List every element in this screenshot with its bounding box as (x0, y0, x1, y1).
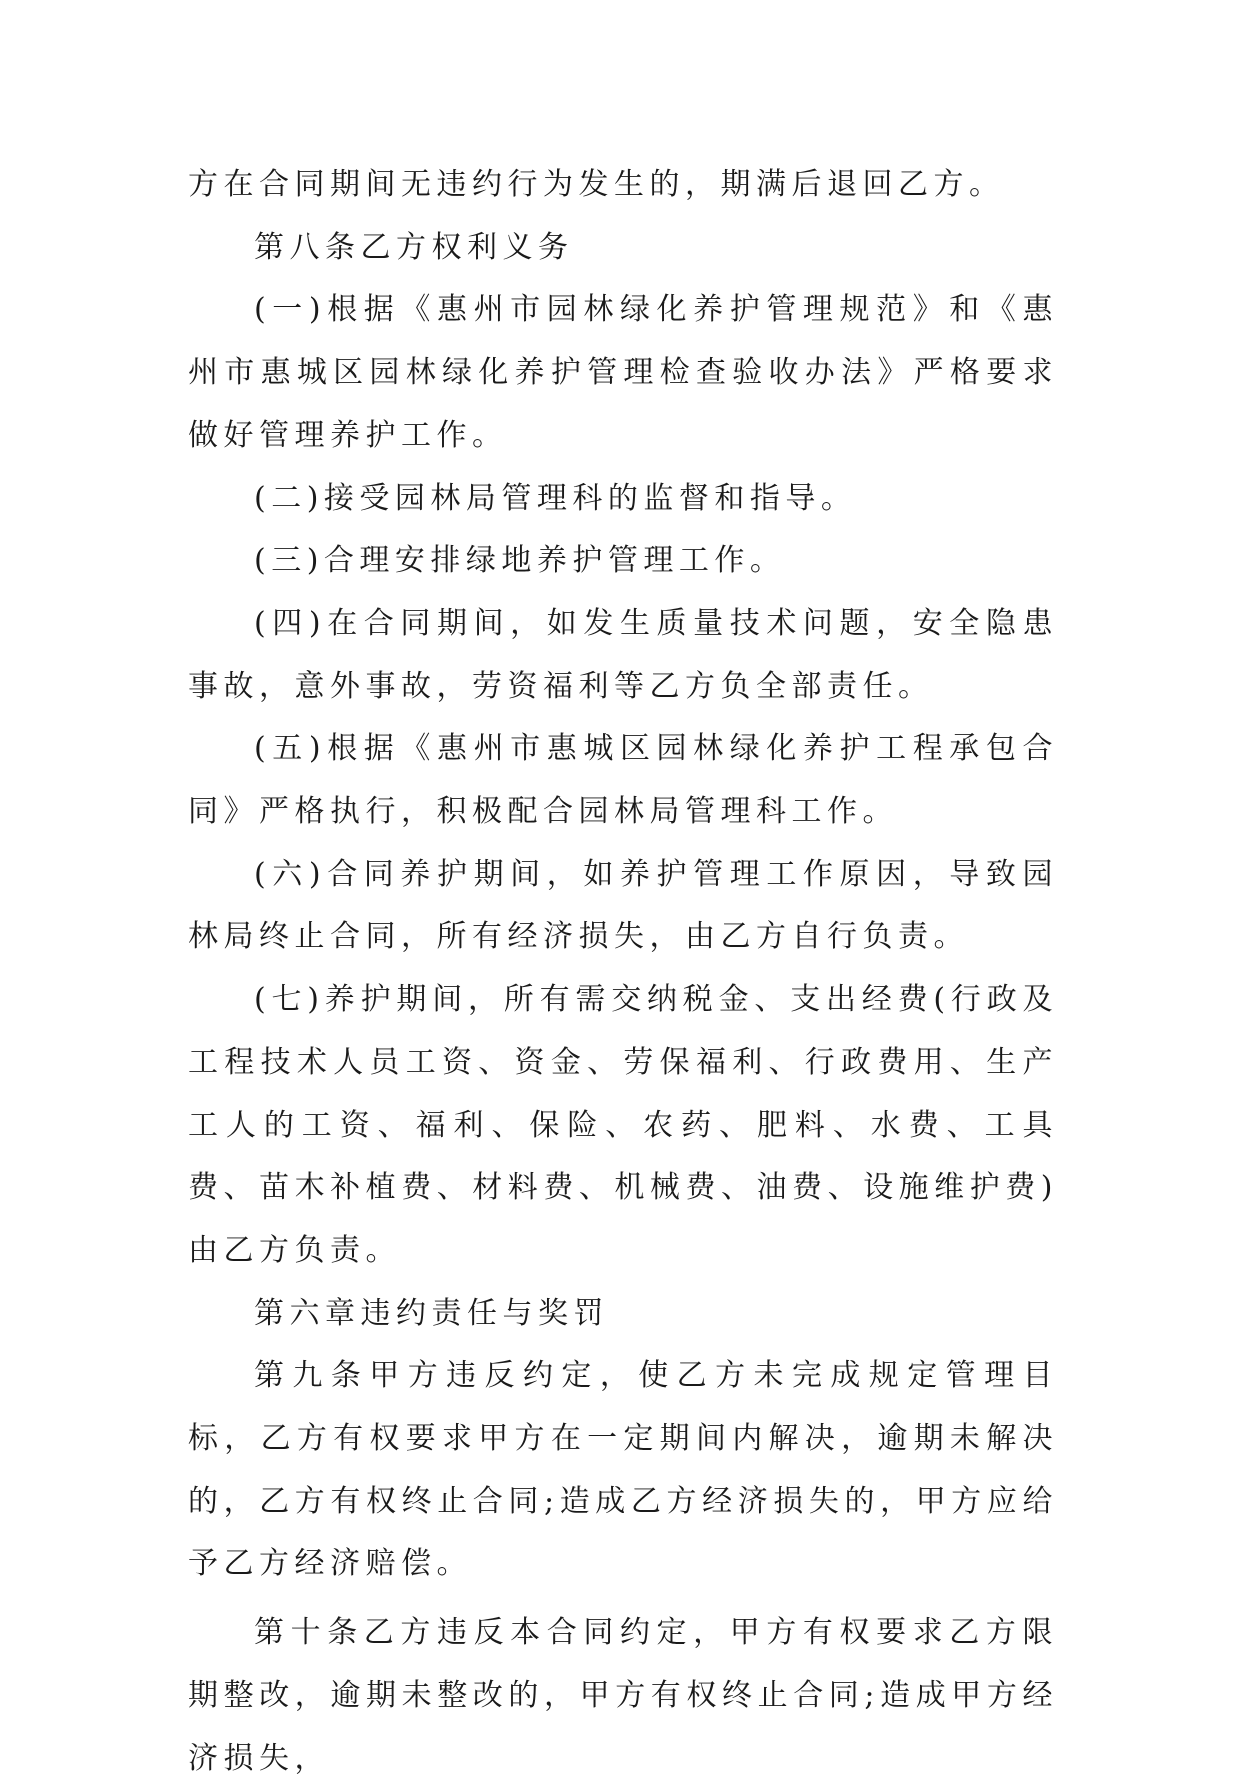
article-8-item-2: (二)接受园林局管理科的监督和指导。 (254, 480, 857, 516)
article-8-item-1: (一)根据《惠州市园林绿化养护管理规范》和《惠州市惠城区园林绿化养护管理检查验收办法》严格要求做好管理养护工作。 (188, 292, 1058, 453)
article-8-item-4: (四)在合同期间，如发生质量技术问题，安全隐患事故，意外事故，劳资福利等乙方负全部责任。 (188, 605, 1058, 704)
article-8-item-3: (三)合理安排绿地养护管理工作。 (254, 543, 786, 579)
chapter-6-heading: 第六章违约责任与奖罚 (254, 1295, 609, 1331)
document-body (188, 154, 1058, 1790)
article-8-item-6: (六)合同养护期间，如养护管理工作原因，导致园林局终止合同，所有经济损失，由乙方自行负责。 (188, 856, 1058, 955)
article-8-item-7: (七)养护期间，所有需交纳税金、支出经费(行政及工程技术人员工资、资金、劳保福利、行政费用、生产工人的工资、福利、保险、农药、肥料、水费、工具费、苗木补植费、材料费、机械费、油费、设施维护费)由乙方负责。 (188, 982, 1058, 1268)
paragraph-continuation: 方在合同期间无违约行为发生的，期满后退回乙方。 (188, 167, 1005, 202)
article-9: 第九条甲方违反约定，使乙方未完成规定管理目标，乙方有权要求甲方在一定期间内解决，逾期未解决的，乙方有权终止合同;造成乙方经济损失的，甲方应给予乙方经济赔偿。 (188, 1358, 1058, 1582)
article-8-item-5: (五)根据《惠州市惠城区园林绿化养护工程承包合同》严格执行，积极配合园林局管理科工作。 (188, 731, 1058, 830)
article-10: 第十条乙方违反本合同约定，甲方有权要求乙方限期整改，逾期未整改的，甲方有权终止合同;造成甲方经济损失， (188, 1615, 1058, 1776)
article-8-heading: 第八条乙方权利义务 (254, 229, 574, 265)
